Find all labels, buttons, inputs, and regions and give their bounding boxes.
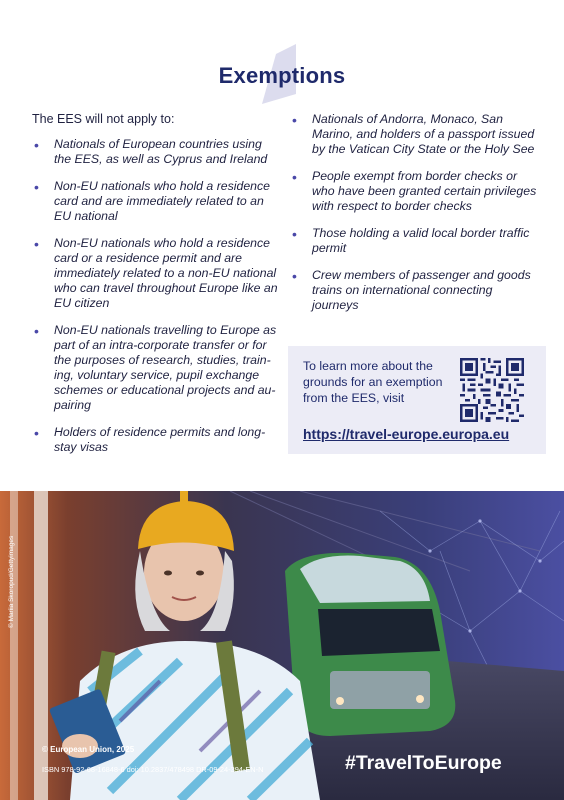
isbn-line: ISBN 978-92-68-16848-6 doi: 10.2837/478498 DR-09-24-394-EN-N bbox=[42, 765, 264, 774]
info-text: To learn more about the grounds for an exemption from the EES, visit bbox=[303, 359, 443, 405]
list-item: • Crew members of passenger and goods trains on international connecting journeys bbox=[290, 268, 540, 313]
list-item: • Non-EU nationals travelling to Europe as part of an intra-corporate transfer or for the purposes of research, studies, train-ing, voluntary service, pupil exchange schemes or educational projects and au-pairing bbox=[32, 323, 282, 413]
copyright-notice: © European Union, 2025 bbox=[42, 745, 135, 754]
exemption-list-right bbox=[290, 112, 540, 313]
hashtag: #TravelToEurope bbox=[345, 752, 502, 774]
list-item: • Nationals of Andorra, Monaco, San Marino, and holders of a passport issued by the Vatican City State or the Holy See bbox=[290, 112, 540, 157]
photo-credit: © Mariia Skoropud/Gettyimages bbox=[8, 535, 15, 628]
info-box bbox=[288, 346, 546, 454]
qr-code-icon[interactable] bbox=[460, 358, 524, 422]
page-title: Exemptions bbox=[218, 63, 346, 88]
right-column bbox=[290, 112, 540, 325]
exemption-list-left bbox=[32, 137, 282, 455]
left-column bbox=[32, 112, 282, 467]
list-item: • People exempt from border checks or who have been granted certain privileges with respect to border checks bbox=[290, 169, 540, 214]
list-item: • Non-EU nationals who hold a residence card or a residence permit and are immediately related to a non-EU national who can travel throughout Europe like an EU citizen bbox=[32, 236, 282, 311]
travel-europe-link[interactable]: https://travel-europe.europa.eu bbox=[303, 426, 510, 442]
list-item: • Holders of residence permits and long-stay visas bbox=[32, 425, 282, 455]
list-item: • Non-EU nationals who hold a residence card and are immediately related to an EU national bbox=[32, 179, 282, 224]
intro-text: The EES will not apply to: bbox=[32, 112, 175, 126]
list-item: • Nationals of European countries using the EES, as well as Cyprus and Ireland bbox=[32, 137, 282, 167]
list-item: • Those holding a valid local border traffic permit bbox=[290, 226, 540, 256]
